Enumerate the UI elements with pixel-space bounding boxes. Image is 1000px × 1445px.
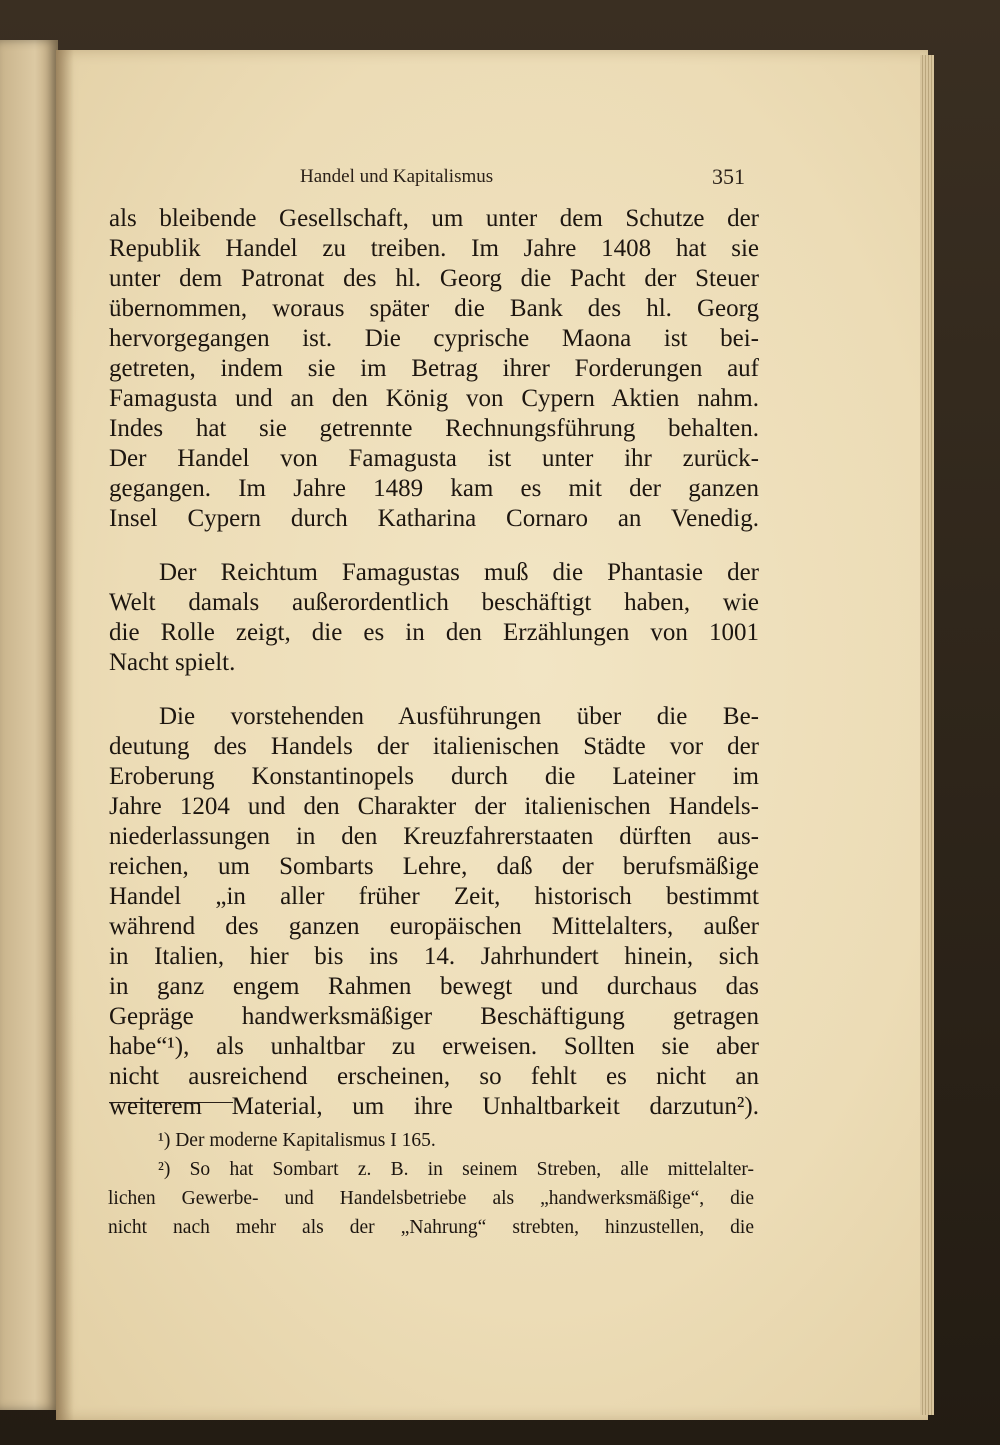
footnote-rule: [109, 1102, 233, 1103]
paragraph: [109, 702, 759, 1122]
text-line: in ganz engem Rahmen bewegt und durchaus das: [109, 973, 759, 1000]
text-line: während des ganzen europäischen Mittelalters, außer: [109, 913, 759, 940]
footnote: [108, 1126, 754, 1155]
text-line: in Italien, hier bis ins 14. Jahrhundert hinein, sich: [109, 943, 759, 970]
text-line: Der Handel von Famagusta ist unter ihr zurück-: [109, 445, 759, 472]
text-line: Insel Cypern durch Katharina Cornaro an Venedig.: [109, 505, 759, 532]
text-line: weiterem Material, um ihre Unhaltbarkeit darzutun²).: [109, 1093, 759, 1120]
paragraph-gap: [109, 534, 759, 558]
text-line: Eroberung Konstantinopels durch die Lateiner im: [109, 763, 759, 790]
text-line: habe“¹), als unhaltbar zu erweisen. Sollten sie aber: [109, 1033, 759, 1060]
paragraph-gap: [109, 678, 759, 702]
text-line: Indes hat sie getrennte Rechnungsführung behalten.: [109, 415, 759, 442]
body-text: [109, 204, 759, 1122]
text-line: Jahre 1204 und den Charakter der italienischen Handels-: [109, 793, 759, 820]
paragraph: [109, 558, 759, 678]
text-line: nicht ausreichend erscheinen, so fehlt es nicht an: [109, 1063, 759, 1090]
text-line: Der Reichtum Famagustas muß die Phantasie der: [159, 559, 759, 586]
text-line: übernommen, woraus später die Bank des hl. Georg: [109, 295, 759, 322]
text-line: Nacht spielt.: [109, 649, 236, 676]
footnote-line: lichen Gewerbe- und Handelsbetriebe als „handwerksmäßige“, die: [108, 1188, 754, 1209]
footnote-line: nicht nach mehr als der „Nahrung“ strebten, hinzustellen, die: [108, 1217, 754, 1238]
footnotes: [108, 1126, 754, 1242]
text-line: Famagusta und an den König von Cypern Aktien nahm.: [109, 385, 759, 412]
text-line: deutung des Handels der italienischen Städte vor der: [109, 733, 759, 760]
footnote: [108, 1155, 754, 1242]
text-line: hervorgegangen ist. Die cyprische Maona ist bei-: [109, 325, 759, 352]
paragraph: [109, 204, 759, 534]
text-line: Republik Handel zu treiben. Im Jahre 1408 hat sie: [109, 235, 759, 262]
text-line: als bleibende Gesellschaft, um unter dem Schutze der: [109, 205, 759, 232]
text-line: Welt damals außerordentlich beschäftigt haben, wie: [109, 589, 759, 616]
text-line: Gepräge handwerksmäßiger Beschäftigung getragen: [109, 1003, 759, 1030]
page-block-edges: [920, 55, 934, 1415]
running-head: Handel und Kapitalismus: [300, 166, 494, 187]
footnote-line: ²) So hat Sombart z. B. in seinem Streben, alle mittelalter-: [158, 1159, 754, 1180]
text-line: getreten, indem sie im Betrag ihrer Forderungen auf: [109, 355, 759, 382]
previous-page-edge: [0, 40, 58, 1410]
text-line: niederlassungen in den Kreuzfahrerstaaten dürften aus-: [109, 823, 759, 850]
text-line: reichen, um Sombarts Lehre, daß der berufsmäßige: [109, 853, 759, 880]
text-line: Handel „in aller früher Zeit, historisch bestimmt: [109, 883, 759, 910]
page-number: 351: [712, 164, 745, 189]
text-line: unter dem Patronat des hl. Georg die Pacht der Steuer: [109, 265, 759, 292]
spine-shadow: [56, 50, 74, 1420]
text-line: die Rolle zeigt, die es in den Erzählungen von 1001: [109, 619, 759, 646]
footnote-line: ¹) Der moderne Kapitalismus I 165.: [158, 1130, 436, 1151]
text-line: Die vorstehenden Ausführungen über die Be-: [159, 703, 759, 730]
text-line: gegangen. Im Jahre 1489 kam es mit der ganzen: [109, 475, 759, 502]
